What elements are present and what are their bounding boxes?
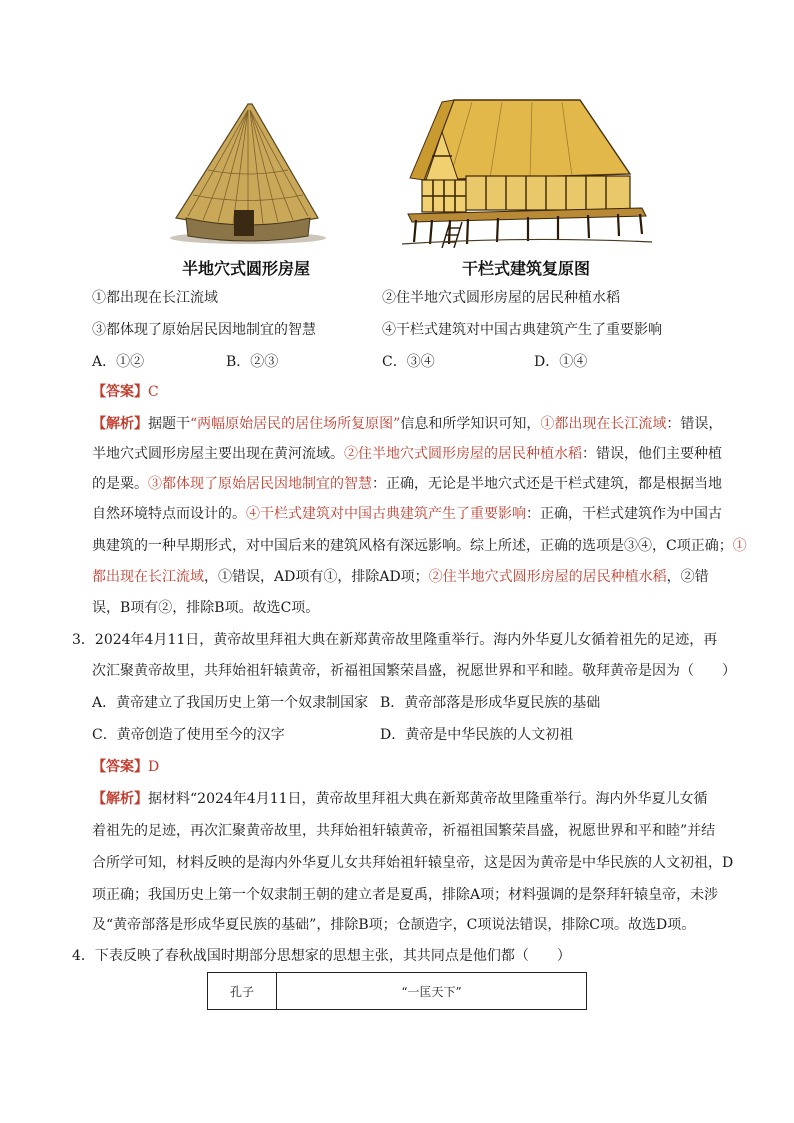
analysis-label: 【解析】 — [92, 416, 148, 432]
caption-semi-subterranean-hut: 半地穴式圆形房屋 — [182, 259, 311, 278]
q3-option-b[interactable]: B．黄帝部落是形成华夏民族的基础 — [380, 695, 601, 711]
caption-stilt-house: 干栏式建筑复原图 — [462, 259, 591, 278]
q3-analysis-line-4: 项正确；我国历史上第一个奴隶制王朝的建立者是夏禹，排除A项；材料强调的是祭拜轩辕皇帝，未涉 — [92, 887, 719, 903]
analysis-label: 【解析】 — [92, 791, 148, 807]
answer-label: 【答案】 — [92, 759, 148, 775]
q2-option-a[interactable]: A．①② — [92, 354, 145, 370]
q3-analysis-line-1: 【解析】据材料“2024年4月11日，黄帝故里拜祖大典在新郑黄帝故里隆重举行。海内外华夏儿女循 — [92, 791, 708, 807]
stilt-house-illustration — [402, 96, 652, 248]
q3-analysis-line-2: 着祖先的足迹，再次汇聚黄帝故里，共拜始祖轩辕黄帝，祈福祖国繁荣昌盛，祝愿世界和平和睦”并结 — [92, 823, 716, 839]
statement-4: ④干栏式建筑对中国古典建筑产生了重要影响 — [382, 322, 662, 338]
answer-value: C — [148, 384, 159, 400]
q3-stem-line-1: 3．2024年4月11日，黄帝故里拜祖大典在新郑黄帝故里隆重举行。海内外华夏儿女循着祖先的足迹，再 — [72, 632, 718, 648]
q2-option-b[interactable]: B．②③ — [226, 354, 279, 370]
statement-3: ③都体现了原始居民因地制宜的智慧 — [92, 322, 316, 338]
q3-answer — [92, 757, 159, 777]
thinker-idea-cell: “一匡天下” — [277, 973, 587, 1010]
thinker-name-cell: 孔子 — [208, 973, 277, 1010]
answer-value: D — [148, 759, 160, 775]
answer-label: 【答案】 — [92, 384, 148, 400]
q3-analysis-line-3: 合所学可知，材料反映的是海内外华夏儿女共拜始祖轩辕皇帝，这是因为黄帝是中华民族的人文初祖，D — [92, 855, 734, 871]
q3-option-c[interactable]: C．黄帝创造了使用至今的汉字 — [92, 727, 285, 743]
q2-analysis-line-5: 典建筑的一种早期形式，对中国后来的建筑风格有深远影响。综上所述，正确的选项是③④，C项正确；① — [92, 538, 747, 554]
q2-answer — [92, 382, 159, 402]
q3-stem-line-2: 次汇聚黄帝故里，共拜始祖轩辕黄帝，祈福祖国繁荣昌盛，祝愿世界和平和睦。敬拜黄帝是因为（ ） — [92, 663, 736, 679]
q2-analysis-line-1: 【解析】据题干“两幅原始居民的居住场所复原图”信息和所学知识可知，①都出现在长江流域：错误， — [92, 416, 723, 432]
statement-2: ②住半地穴式圆形房屋的居民种植水稻 — [382, 290, 620, 306]
q2-analysis-line-6: 都出现在长江流域，①错误，AD项有①，排除AD项；②住半地穴式圆形房屋的居民种植水稻，②错 — [92, 569, 709, 585]
statement-1: ①都出现在长江流域 — [92, 290, 218, 306]
q2-analysis-line-4: 自然环境特点而设计的。④干栏式建筑对中国古典建筑产生了重要影响：正确，干栏式建筑作为中国古 — [92, 506, 722, 522]
q2-analysis-line-2: 半地穴式圆形房屋主要出现在黄河流域。②住半地穴式圆形房屋的居民种植水稻：错误，他们主要种植 — [92, 446, 722, 462]
q2-option-d[interactable]: D．①④ — [534, 354, 588, 370]
table-row — [208, 973, 587, 1010]
q3-option-a[interactable]: A．黄帝建立了我国历史上第一个奴隶制国家 — [92, 695, 369, 711]
semi-subterranean-hut-illustration — [168, 100, 330, 245]
thinkers-table — [207, 972, 587, 1010]
q4-stem: 4．下表反映了春秋战国时期部分思想家的思想主张，其共同点是他们都（ ） — [72, 948, 571, 964]
q2-option-c[interactable]: C．③④ — [382, 354, 435, 370]
q2-analysis-line-7: 误，B项有②，排除B项。故选C项。 — [92, 600, 320, 616]
q2-analysis-line-3: 的是粟。③都体现了原始居民因地制宜的智慧：正确，无论是半地穴式还是干栏式建筑，都是根据当地 — [92, 476, 722, 492]
q3-option-d[interactable]: D．黄帝是中华民族的人文初祖 — [380, 727, 574, 743]
q3-analysis-line-5: 及“黄帝部落是形成华夏民族的基础”，排除B项；仓颉造字，C项说法错误，排除C项。故选D项。 — [92, 917, 696, 933]
